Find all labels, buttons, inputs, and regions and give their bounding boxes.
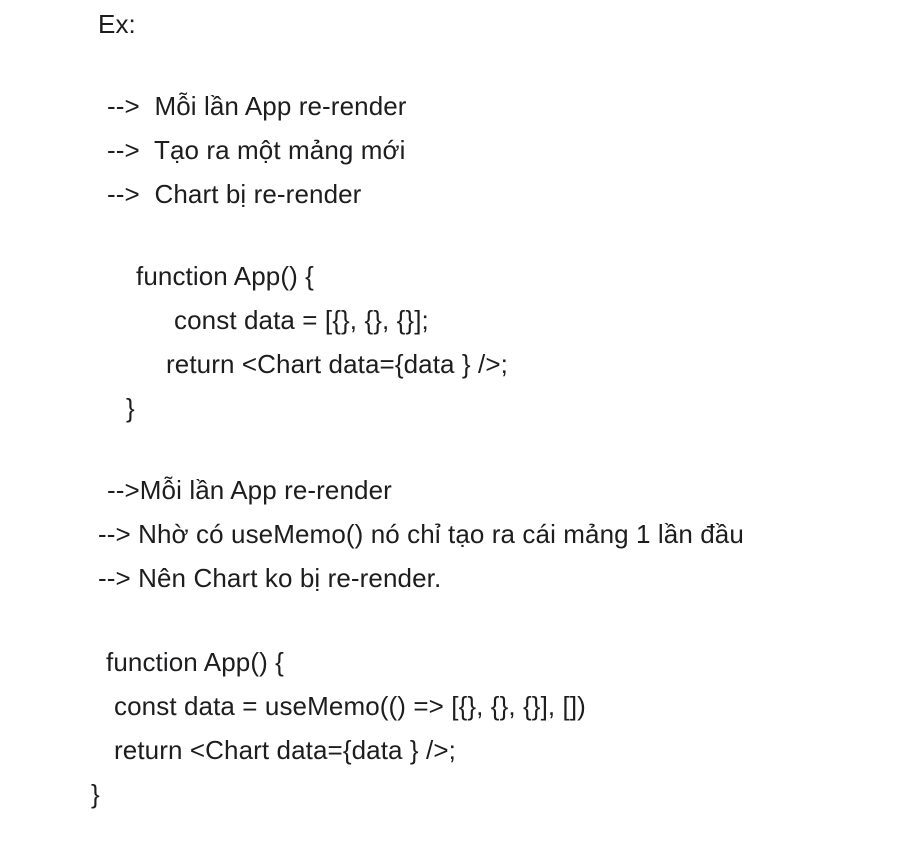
- explanation2-line-3: --> Nên Chart ko bị re-render.: [98, 563, 442, 593]
- code2-line-4: }: [91, 779, 100, 809]
- code1-line-2: const data = [{}, {}, {}];: [174, 305, 429, 335]
- explanation2-line-2: --> Nhờ có useMemo() nó chỉ tạo ra cái mảng 1 lần đầu: [98, 519, 744, 549]
- heading-ex: Ex:: [98, 9, 136, 39]
- code2-line-2: const data = useMemo(() => [{}, {}, {}], []): [114, 691, 586, 721]
- explanation-line-2: --> Tạo ra một mảng mới: [107, 135, 406, 165]
- explanation2-line-1: -->Mỗi lần App re-render: [107, 475, 392, 505]
- code1-line-1: function App() {: [136, 261, 314, 291]
- code2-line-1: function App() {: [106, 647, 284, 677]
- code1-line-4: }: [126, 393, 135, 423]
- explanation-line-3: --> Chart bị re-render: [107, 179, 362, 209]
- explanation-line-1: --> Mỗi lần App re-render: [107, 91, 407, 121]
- code2-line-3: return <Chart data={data } />;: [114, 735, 456, 765]
- code1-line-3: return <Chart data={data } />;: [166, 349, 508, 379]
